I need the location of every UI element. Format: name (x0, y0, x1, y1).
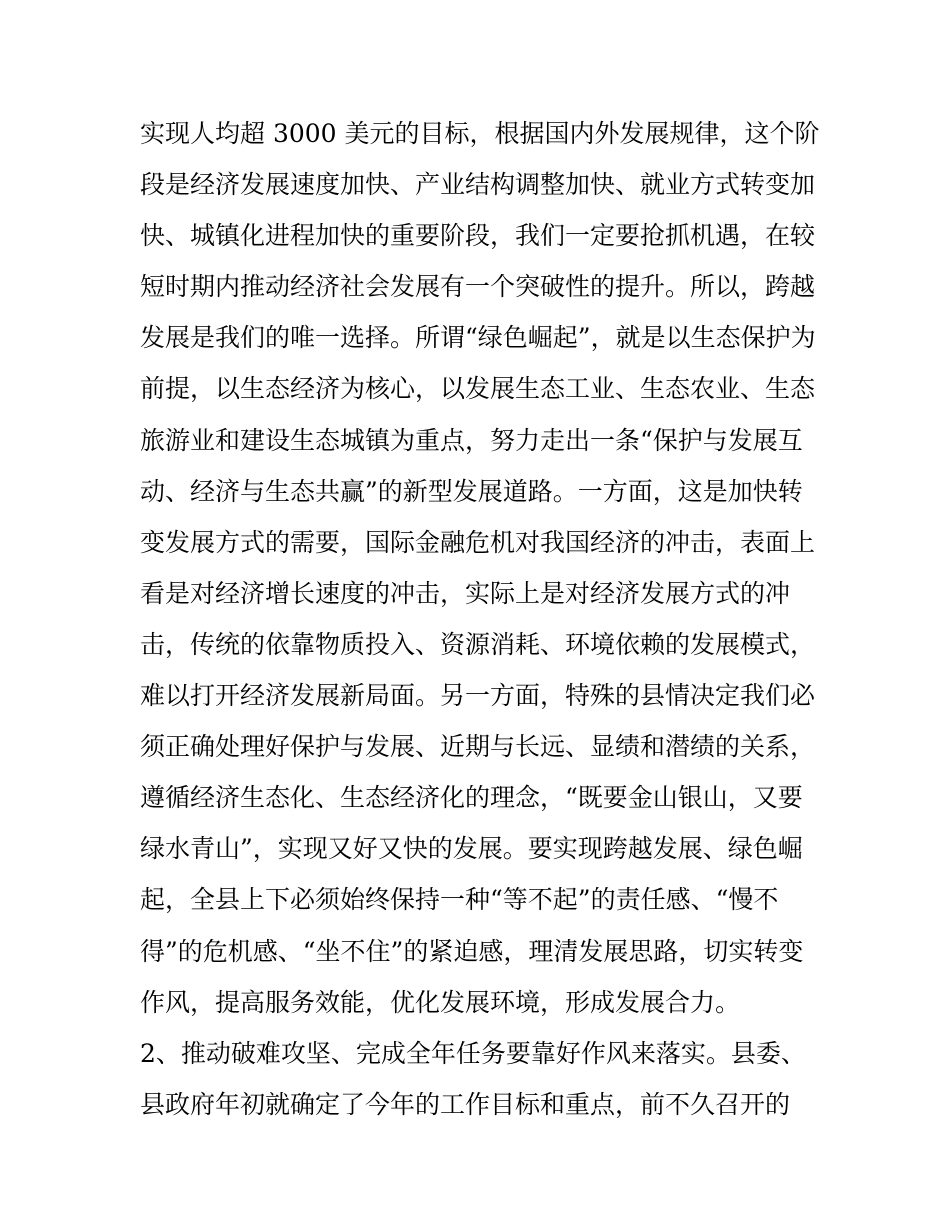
text-line: 须正确处理好保护与发展、近期与长远、显绩和潜绩的关系， (140, 732, 816, 762)
text-line: 看是对经济增长速度的冲击，实际上是对经济发展方式的冲 (140, 578, 791, 608)
text-line: 难以打开经济发展新局面。另一方面，特殊的县情决定我们必 (140, 681, 816, 711)
text-line: 短时期内推动经济社会发展有一个突破性的提升。所以，跨越 (140, 272, 816, 302)
text-line: 动、经济与生态共赢”的新型发展道路。一方面，这是加快转 (140, 476, 803, 506)
text-line: 县政府年初就确定了今年的工作目标和重点，前不久召开的 (140, 1089, 791, 1119)
document-body (140, 108, 820, 1130)
numbered-paragraph-line: 2、推动破难攻坚、完成全年任务要靠好作风来落实。县委、 (140, 1038, 806, 1068)
text-line: 击，传统的依靠物质投入、资源消耗、环境依赖的发展模式， (140, 629, 816, 659)
text-line: 绿水青山”，实现又好又快的发展。要实现跨越发展、绿色崛 (140, 834, 803, 864)
text-line: 前提，以生态经济为核心，以发展生态工业、生态农业、生态 (140, 374, 816, 404)
text-line: 快、城镇化进程加快的重要阶段，我们一定要抢抓机遇，在较 (140, 221, 816, 251)
text-line: 作风，提高服务效能，优化发展环境，形成发展合力。 (140, 987, 741, 1017)
text-line: 起，全县上下必须始终保持一种“等不起”的责任感、“慢不 (140, 885, 779, 915)
text-line: 变发展方式的需要，国际金融危机对我国经济的冲击，表面上 (140, 527, 816, 557)
text-line: 段是经济发展速度加快、产业结构调整加快、就业方式转变加 (140, 170, 816, 200)
text-line: 发展是我们的唯一选择。所谓“绿色崛起”，就是以生态保护为 (140, 323, 816, 353)
text-line: 旅游业和建设生态城镇为重点，努力走出一条“保护与发展互 (140, 425, 803, 455)
text-line: 实现人均超 3000 美元的目标，根据国内外发展规律，这个阶 (140, 119, 820, 148)
text-line: 遵循经济生态化、生态经济化的理念，“既要金山银山，又要 (140, 783, 803, 813)
text-line: 得”的危机感、“坐不住”的紧迫感，理清发展思路，切实转变 (140, 936, 804, 966)
